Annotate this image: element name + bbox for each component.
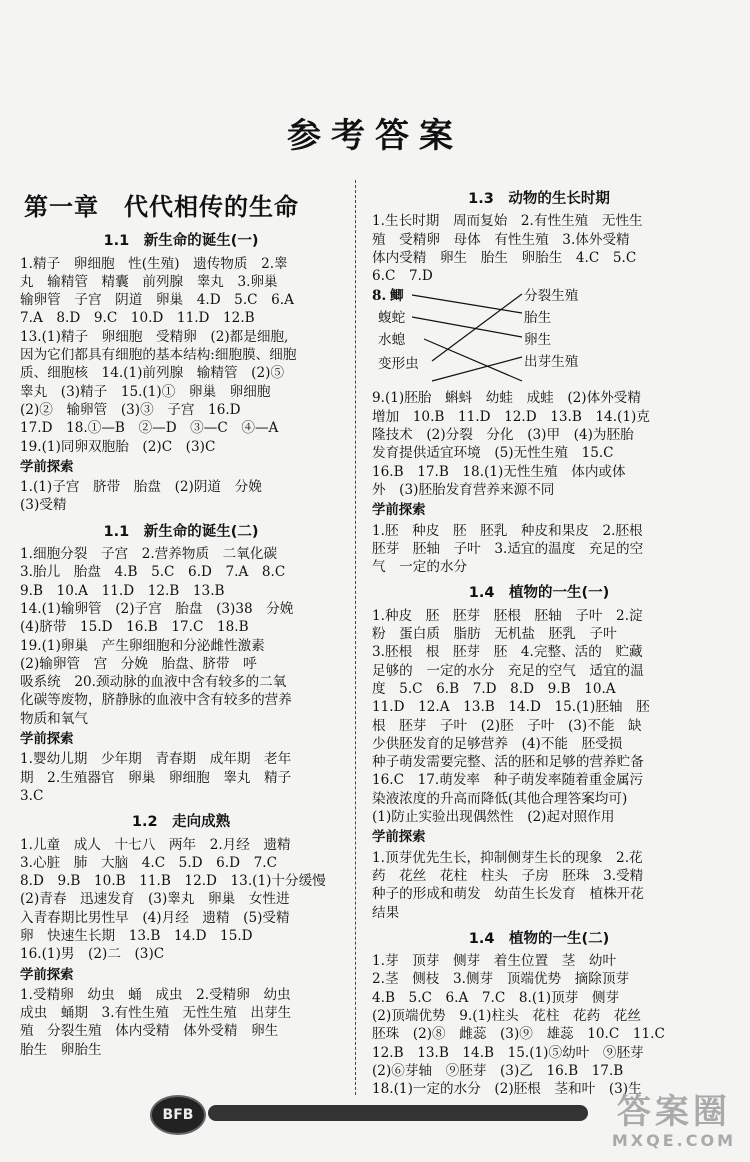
match-left-item: 变形虫	[378, 356, 419, 373]
answer-line: (4)脐带 15.D 16.B 17.C 18.B	[20, 619, 249, 636]
answer-line: 发育提供适宜环境 (5)无性生殖 15.C	[372, 445, 614, 462]
answer-line: 16.C 17.萌发率 种子萌发率随着重金属污	[372, 772, 644, 789]
left-column	[20, 190, 342, 1059]
logo-badge: BFB	[150, 1095, 206, 1135]
answer-line: 种子的形成和萌发 幼苗生长发育 植株开花	[372, 886, 644, 903]
answer-line: 种子萌发需要完整、活的胚和足够的营养贮备	[372, 754, 644, 771]
answer-line: 根 胚芽 子叶 (2)胚 子叶 (3)不能 缺	[372, 717, 642, 734]
answer-lines	[372, 607, 706, 827]
answer-line: 1.(1)子宫 脐带 胎盘 (2)阴道 分娩	[20, 479, 262, 496]
section-heading: 1.2 走向成熟	[131, 814, 231, 831]
answer-line: 1.胚 种皮 胚 胚乳 种皮和果皮 2.胚根	[372, 522, 643, 539]
answer-line: 体内受精 卵生 胎生 卵胎生 4.C 5.C	[372, 249, 637, 266]
answer-line: 4.B 5.C 6.A 7.C 8.(1)顶芽 侧芽	[372, 989, 620, 1006]
answer-line: 1.生长时期 周而复始 2.有性生殖 无性生	[372, 213, 643, 230]
answer-line: 睾丸 (3)精子 15.(1)① 卵巢 卵细胞	[20, 383, 271, 400]
left-blocks	[20, 232, 342, 1059]
watermark-url: MXQE.COM	[611, 1131, 736, 1150]
answer-lines	[20, 545, 342, 728]
answer-line: 19.(1)同卵双胞胎 (2)C (3)C	[20, 438, 216, 455]
watermark	[612, 1093, 736, 1150]
answer-line: 14.(1)输卵管 (2)子宫 胎盘 (3)38 分娩	[20, 600, 294, 617]
answer-line: 1.婴幼儿期 少年期 青春期 成年期 老年	[20, 751, 292, 768]
answer-lines	[372, 212, 706, 285]
answer-line: 3.心脏 肺 大脑 4.C 5.D 6.D 7.C	[20, 854, 277, 871]
subsection-label: 学前探索	[20, 967, 74, 983]
answer-line: 1.细胞分裂 子宫 2.营养物质 二氧化碳	[20, 546, 278, 563]
answer-line: 7.A 8.D 9.C 10.D 11.D 12.B	[20, 310, 255, 327]
answer-line: 隆技术 (2)分裂 分化 (3)甲 (4)为胚胎	[372, 427, 634, 444]
section-heading: 1.4 植物的一生(二)	[468, 930, 610, 947]
answer-line: (3)受精	[20, 497, 67, 514]
answer-line: 粉 蛋白质 脂肪 无机盐 胚乳 子叶	[372, 626, 617, 643]
answer-lines	[372, 849, 706, 922]
answer-line: 物质和氧气	[20, 710, 88, 727]
answer-lines	[372, 952, 706, 1098]
match-left-item: 蝮蛇	[378, 310, 406, 327]
answer-line: 卵 快速生长期 13.B 14.D 15.D	[20, 927, 253, 944]
answer-lines	[20, 478, 342, 515]
answer-line: 8.D 9.B 10.B 11.B 12.D 13.(1)十分缓慢	[20, 873, 326, 890]
answer-line: 吸系统 20.颈动脉的血液中含有较多的二氧	[20, 674, 287, 691]
match-right-item: 卵生	[524, 332, 552, 349]
answer-line: 3.胎儿 胎盘 4.B 5.C 6.D 7.A 8.C	[20, 564, 286, 581]
match-number: 8.	[372, 288, 387, 305]
answer-line: 成虫 蛹期 3.有性生殖 无性生殖 出芽生	[20, 1005, 292, 1022]
answer-line: (2)输卵管 宫 分娩 胎盘、脐带 呼	[20, 655, 257, 672]
answer-line: 药 花丝 花柱 柱头 子房 胚珠 3.受精	[372, 867, 644, 884]
answer-lines	[20, 750, 342, 805]
answer-line: 度 5.C 6.B 7.D 8.D 9.B 10.A	[372, 680, 616, 697]
answer-lines	[20, 836, 342, 964]
match-right-item: 出芽生殖	[524, 354, 579, 371]
answer-line: 12.B 13.B 14.B 15.(1)⑤幼叶 ⑨胚芽	[372, 1044, 644, 1061]
answer-line: 2.茎 侧枝 3.侧芽 顶端优势 摘除顶芽	[372, 971, 630, 988]
answer-lines	[372, 389, 706, 499]
answer-line: 化碳等废物，脐静脉的血液中含有较多的营养	[20, 692, 292, 709]
answer-line: 18.(1)一定的水分 (2)胚根 茎和叶 (3)生	[372, 1081, 642, 1098]
answer-line: (1)防止实验出现偶然性 (2)起对照作用	[372, 809, 615, 826]
answer-line: 16.(1)男 (2)二 (3)C	[20, 946, 165, 963]
answer-line: 入青春期比男性早 (4)月经 遗精 (5)受精	[20, 909, 290, 926]
answer-line: 胎生 卵胎生	[20, 1041, 102, 1058]
answer-line: 1.顶芽优先生长，抑制侧芽生长的现象 2.花	[372, 849, 643, 866]
match-left-item: 水螅	[378, 332, 406, 349]
match-right-item: 胎生	[524, 310, 552, 327]
answer-line: 殖 受精卵 母体 有性生殖 3.体外受精	[372, 231, 630, 248]
answer-line: 9.(1)胚胎 蝌蚪 幼蛙 成蛙 (2)体外受精	[372, 390, 641, 407]
chapter-title: 第一章 代代相传的生命	[24, 193, 299, 221]
section-heading: 1.1 新生命的诞生(二)	[103, 523, 259, 540]
answer-line: 16.B 17.B 18.(1)无性生殖 体内或体	[372, 463, 626, 480]
answer-line: (2)⑥芽轴 ⑨胚芽 (3)乙 16.B 17.B	[372, 1062, 624, 1079]
answer-line: 期 2.生殖器官 卵巢 卵细胞 睾丸 精子	[20, 769, 292, 786]
answer-line: 外 (3)胚胎发育营养来源不同	[372, 481, 555, 498]
answer-line: 质、细胞核 14.(1)前列腺 输精管 (2)⑤	[20, 365, 285, 382]
watermark-text: 答案圈	[616, 1092, 731, 1132]
right-column	[372, 182, 706, 1098]
answer-line: 因为它们都具有细胞的基本结构:细胞膜、细胞	[20, 347, 297, 364]
answer-lines	[20, 255, 342, 456]
section-heading: 1.3 动物的生长时期	[468, 191, 610, 207]
answer-line: 9.B 10.A 11.D 12.B 13.B	[20, 582, 225, 599]
column-divider	[355, 180, 356, 1095]
match-left-item: 鲫	[390, 288, 404, 305]
answer-line: 输卵管 子宫 阴道 卵巢 4.D 5.C 6.A	[20, 292, 294, 309]
answer-line: 11.D 12.A 13.B 14.D 15.(1)胚轴 胚	[372, 699, 650, 716]
answer-line: 19.(1)卵巢 产生卵细胞和分泌雌性激素	[20, 637, 265, 654]
answer-line: 3.胚根 根 胚芽 胚 4.完整、活的 贮藏	[372, 644, 643, 661]
answer-line: (2)青春 迅速发育 (3)睾丸 卵巢 女性进	[20, 891, 290, 908]
answer-line: 足够的 一定的水分 充足的空气 适宜的温	[372, 662, 644, 679]
section-heading: 1.1 新生命的诞生(一)	[103, 233, 259, 250]
answer-lines	[20, 986, 342, 1059]
answer-line: 1.种皮 胚 胚芽 胚根 胚轴 子叶 2.淀	[372, 607, 643, 624]
answer-line: 1.芽 顶芽 侧芽 着生位置 茎 幼叶	[372, 953, 617, 970]
match-right-item: 分裂生殖	[524, 288, 579, 305]
subsection-label: 学前探索	[372, 503, 426, 519]
answer-line: 胚芽 胚轴 子叶 3.适宜的温度 充足的空	[372, 540, 644, 557]
answer-line: 结果	[372, 904, 400, 921]
answer-line: 17.D 18.①—B ②—D ③—C ④—A	[20, 420, 279, 437]
matching-diagram	[372, 287, 706, 387]
answer-line: 1.儿童 成人 十七八 两年 2.月经 遗精	[20, 836, 291, 853]
section-heading: 1.4 植物的一生(一)	[468, 585, 610, 602]
footer-banner	[150, 1095, 590, 1131]
answer-line: 3.C	[20, 787, 44, 804]
answer-line: 1.受精卵 幼虫 蛹 成虫 2.受精卵 幼虫	[20, 986, 291, 1003]
answer-line: 13.(1)精子 卵细胞 受精卵 (2)都是细胞,	[20, 328, 289, 345]
answer-line: 1.精子 卵细胞 性(生殖) 遗传物质 2.睾	[20, 255, 288, 272]
answer-line: 染液浓度的升高而降低(其他合理答案均可)	[372, 790, 628, 807]
answer-line: 气 一定的水分	[372, 559, 468, 576]
answer-line: 胚珠 (2)⑧ 雌蕊 (3)⑨ 雄蕊 10.C 11.C	[372, 1026, 665, 1043]
footer-band	[208, 1105, 588, 1121]
answer-lines	[372, 522, 706, 577]
subsection-label: 学前探索	[20, 459, 74, 475]
answer-line: 6.C 7.D	[372, 268, 433, 285]
answer-line: 丸 输精管 精囊 前列腺 睾丸 3.卵巢	[20, 273, 278, 290]
subsection-label: 学前探索	[20, 732, 74, 748]
answer-line: (2)② 输卵管 (3)③ 子宫 16.D	[20, 401, 241, 418]
answer-line: 殖 分裂生殖 体内受精 体外受精 卵生	[20, 1023, 279, 1040]
answer-line: (2)顶端优势 9.(1)柱头 花柱 花药 花丝	[372, 1007, 641, 1024]
answer-line: 少供胚发育的足够营养 (4)不能 胚受损	[372, 735, 623, 752]
subsection-label: 学前探索	[372, 830, 426, 846]
answer-line: 增加 10.B 11.D 12.D 13.B 14.(1)克	[372, 408, 650, 425]
page-title: 参考答案	[287, 116, 463, 156]
